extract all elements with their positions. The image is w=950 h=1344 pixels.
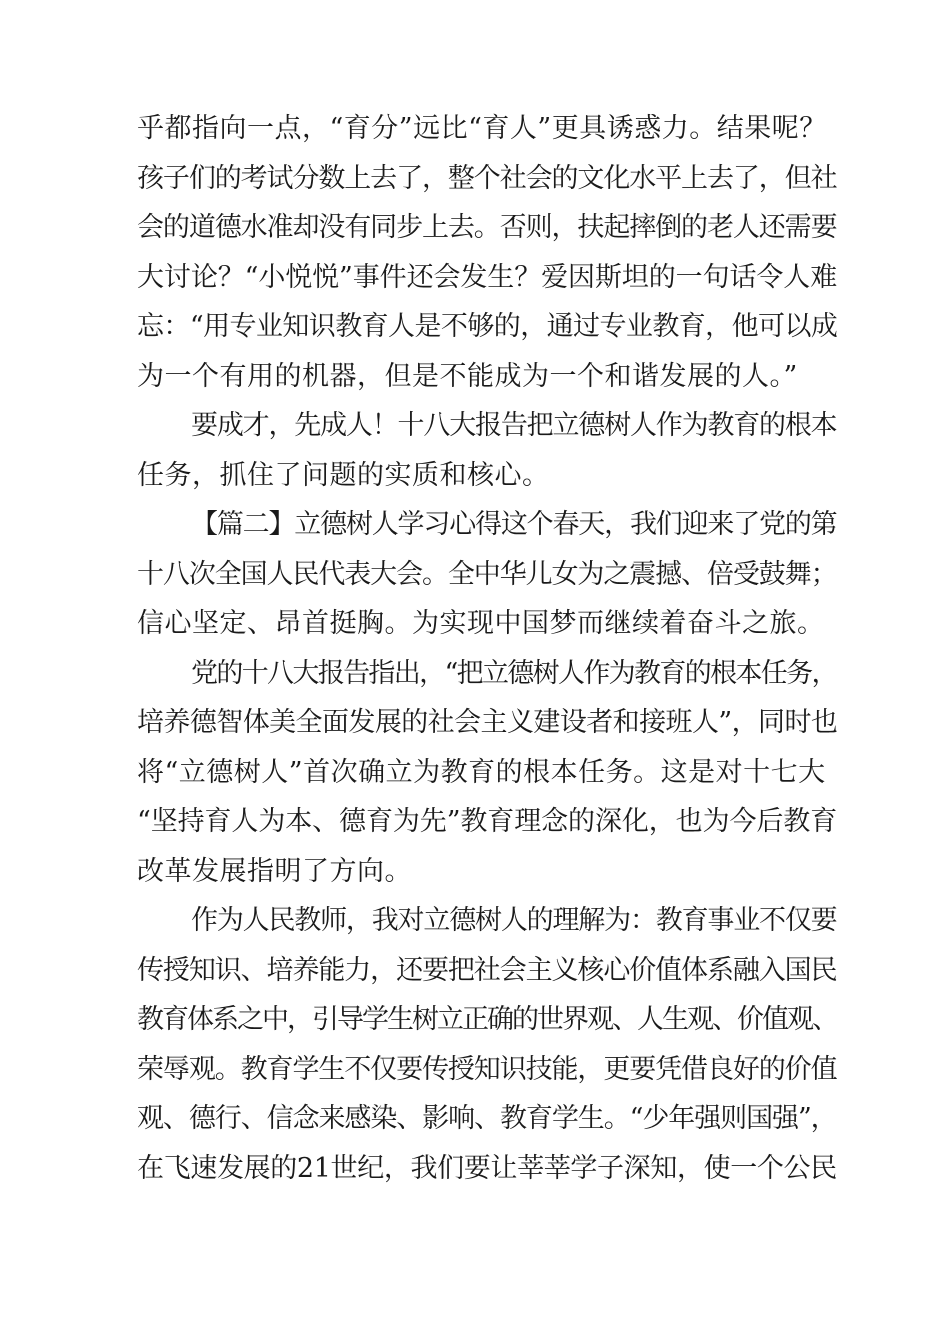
text-line: 忘：“用专业知识教育人是不够的，通过专业教育，他可以成 — [137, 311, 838, 342]
text-line: 孩子们的考试分数上去了，整个社会的文化水平上去了，但社 — [137, 162, 837, 194]
text-line: 将“立德树人”首次确立为教育的根本任务。这是对十七大 — [137, 756, 826, 788]
text-line: 乎都指向一点，“育分”远比“育人”更具诱惑力。结果呢？ — [137, 113, 827, 144]
paragraph-start-line: 要成才，先成人！十八大报告把立德树人作为教育的根本 — [191, 410, 837, 441]
text-line: 任务，抓住了问题的实质和核心。 — [137, 459, 550, 491]
text-line: “坚持育人为本、德育为先”教育理念的深化，也为今后教育 — [137, 806, 838, 837]
text-line: 教育体系之中，引导学生树立正确的世界观、人生观、价值观、 — [137, 1004, 837, 1035]
text-line: 信心坚定、昂首挺胸。为实现中国梦而继续着奋斗之旅。 — [137, 608, 825, 639]
text-line: 为一个有用的机器，但是不能成为一个和谐发展的人。” — [137, 360, 798, 392]
body-text — [137, 104, 837, 1193]
text-line: 改革发展指明了方向。 — [137, 855, 412, 887]
text-line: 大讨论？“小悦悦”事件还会发生？爱因斯坦的一句话令人难 — [137, 261, 838, 293]
text-line: 观、德行、信念来感染、影响、教育学生。“少年强则国强”， — [137, 1103, 837, 1134]
text-line: 培养德智体美全面发展的社会主义建设者和接班人”，同时也 — [137, 707, 838, 738]
text-line: 会的道德水准却没有同步上去。否则，扶起摔倒的老人还需要 — [137, 212, 837, 243]
text-line: 在飞速发展的21世纪，我们要让莘莘学子深知，使一个公民 — [137, 1152, 837, 1184]
text-line: 十八次全国人民代表大会。全中华儿女为之震撼、倍受鼓舞； — [137, 558, 837, 590]
text-line: 传授知识、培养能力，还要把社会主义核心价值体系融入国民 — [137, 954, 837, 986]
text-line: 荣辱观。教育学生不仅要传授知识技能，更要凭借良好的价值 — [137, 1053, 837, 1085]
paragraph-start-line: 作为人民教师，我对立德树人的理解为：教育事业不仅要 — [191, 905, 837, 936]
section-heading-line: 【篇二】立德树人学习心得这个春天，我们迎来了党的第 — [191, 509, 837, 540]
paragraph-start-line: 党的十八大报告指出，“把立德树人作为教育的根本任务， — [191, 657, 837, 689]
